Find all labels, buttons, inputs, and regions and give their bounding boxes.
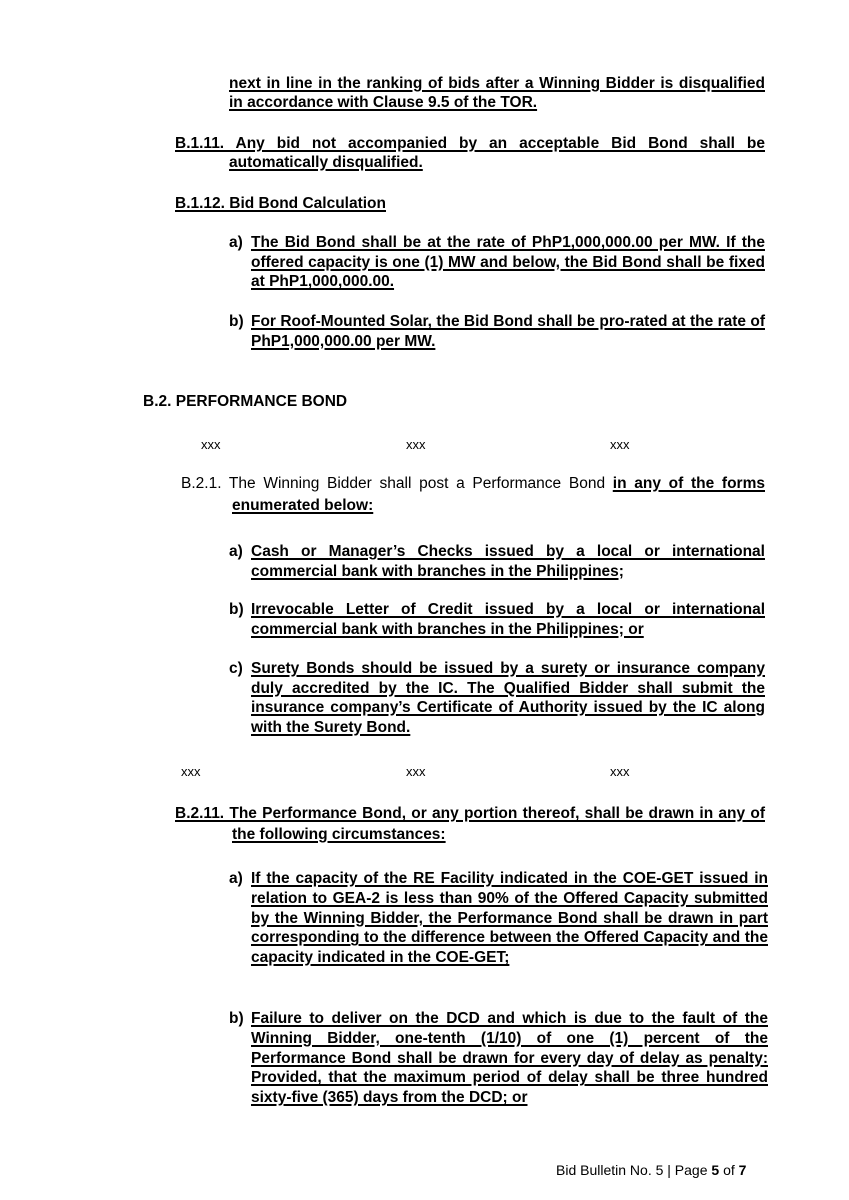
footer-page-total: 7: [738, 1162, 747, 1178]
page-footer: [556, 1160, 746, 1180]
list-item: If the capacity of the RE Facility indicated in the COE-GET issued in relation to GEA-2 is less than 90% of the Offered Capacity submitted by the Winning Bidder, the Performance Bond shall be drawn in part corresponding to the difference between the Offered Capacity and the capacity indicated in the COE-GET;: [251, 870, 768, 967]
footer-of: of: [719, 1162, 739, 1178]
list-label: a): [229, 543, 243, 560]
list-item: Surety Bonds should be issued by a surety or insurance company duly accredited by the IC. The Qualified Bidder shall submit the insurance company’s Certificate of Authority issued by the IC along with the Surety Bond.: [251, 660, 765, 736]
list-item: The Bid Bond shall be at the rate of PhP1,000,000.00 per MW. If the offered capacity is one (1) MW and below, the Bid Bond shall be fixed at PhP1,000,000.00.: [251, 234, 765, 290]
omission-marker: xxx: [201, 437, 221, 452]
clause-b2-1-emphasis: in any of the forms enumerated below:: [232, 475, 765, 514]
list-label: c): [229, 660, 243, 677]
footer-page-number: 5: [711, 1162, 720, 1178]
omission-marker: xxx: [610, 764, 630, 779]
clause-b1-12-title: B.1.12. Bid Bond Calculation: [175, 195, 386, 212]
list-item: Cash or Manager’s Checks issued by a local or international commercial bank with branches in the Philippines;: [251, 543, 765, 580]
clause-b2-11-text: B.2.11. The Performance Bond, or any portion thereof, shall be drawn in any of the following circumstances:: [175, 805, 765, 843]
omission-marker: xxx: [406, 437, 426, 452]
clause-b2-11: [175, 803, 765, 845]
omission-marker: xxx: [610, 437, 630, 452]
list-label: b): [229, 601, 244, 618]
omission-marker: xxx: [181, 764, 201, 779]
list-label: b): [229, 1010, 244, 1027]
clause-b1-11-text: B.1.11. Any bid not accompanied by an acceptable Bid Bond shall be automatically disqualified.: [175, 135, 765, 171]
clause-b2-1-text: B.2.1. The Winning Bidder shall post a Performance Bond: [181, 475, 613, 492]
clause-b1-11: [175, 134, 765, 172]
clause-b2-1: [181, 473, 765, 517]
clause-b1-10-tail: next in line in the ranking of bids after a Winning Bidder is disqualified in accordance with Clause 9.5 of the TOR.: [229, 75, 765, 111]
list-item: Failure to deliver on the DCD and which is due to the fault of the Winning Bidder, one-tenth (1/10) of one (1) percent of the Performance Bond shall be drawn for every day of delay as penalty: Provided, that the maximum period of delay shall be three hundred sixty-five (365) days from the DCD; or: [251, 1010, 768, 1107]
list-label: b): [229, 313, 244, 330]
list-item: For Roof-Mounted Solar, the Bid Bond shall be pro-rated at the rate of PhP1,000,000.00 per MW.: [251, 313, 765, 350]
list-item: Irrevocable Letter of Credit issued by a local or international commercial bank with branches in the Philippines; or: [251, 601, 765, 638]
list-label: a): [229, 870, 243, 887]
list-label: a): [229, 234, 243, 251]
footer-prefix: Bid Bulletin No. 5 | Page: [556, 1162, 712, 1178]
section-b2-heading: B.2. PERFORMANCE BOND: [143, 393, 348, 410]
omission-marker: xxx: [406, 764, 426, 779]
